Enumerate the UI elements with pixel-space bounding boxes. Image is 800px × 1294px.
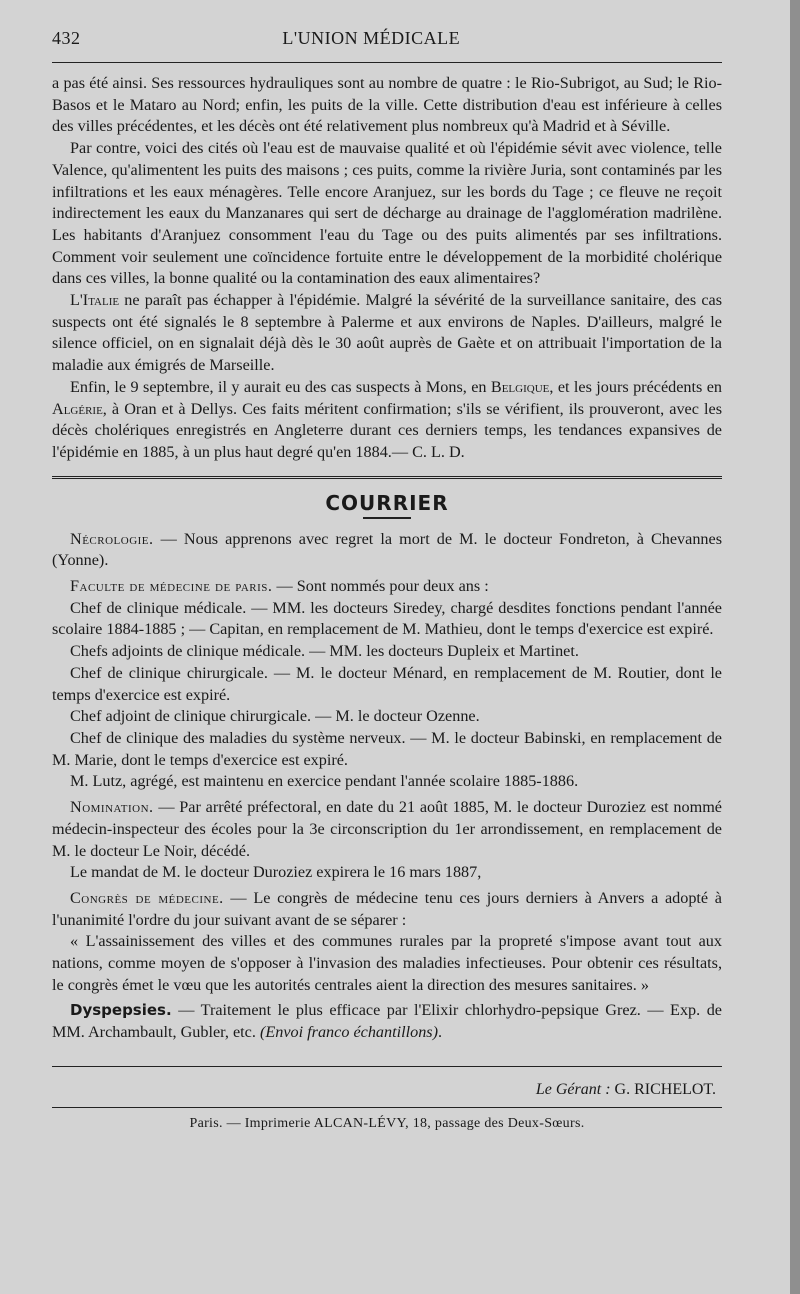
item-label: Congrès de médecine.	[70, 888, 224, 907]
gerant-line	[52, 1081, 722, 1099]
page-number: 432	[52, 28, 81, 48]
article-body	[52, 73, 722, 464]
header-rule	[52, 62, 722, 63]
news-item	[52, 529, 722, 572]
article-paragraph	[52, 377, 722, 464]
ad-italic-note: (Envoi franco échantillons)	[259, 1023, 438, 1042]
appointment-line: Chef adjoint de clinique chirurgicale. — M. le docteur Ozenne.	[70, 707, 480, 726]
appointment-line: Chef de clinique médicale. — MM. les docteurs Siredey, chargé desdites fonctions pendant l'année scolaire 1884-1885 ; — Capitan, en remplacement de M. Mathieu, dont le temps d'exercice est expiré.	[52, 598, 722, 639]
item-text: — Sont nommés pour deux ans :	[272, 577, 489, 596]
item-label: Faculte de médecine de paris.	[70, 577, 273, 596]
gerant-label: Le Gérant :	[535, 1080, 611, 1098]
footer-rule	[52, 1066, 722, 1067]
appointment-line: Chef de clinique des maladies du système nerveux. — M. le docteur Babinski, en remplacement de M. Marie, dont le temps d'exercice est expiré.	[52, 728, 722, 769]
article-paragraph: Par contre, voici des cités où l'eau est de mauvaise qualité et où l'épidémie sévit avec violence, telle Valence, qu'alimentent les puits des maisons ; ces puits, comme la rivière Juria, sont contaminés par les infiltrations et les eaux ménagères. Telle encore Aranjuez, sur les bords du Tage ; ce fleuve ne reçoit indirectement les eaux du Manzanares qui sert de décharge au drainage de l'agglomération madrilène. Les habitants d'Aranjuez consomment l'eau du Tage ou des puits alimentés par ses infiltrations. Comment voir seulement une coïncidence fortuite entre le développement de la morbidité cholérique dans ces villes, la bonne qualité ou la contamination des eaux alimentaires?	[52, 139, 722, 288]
paragraph-text: , à Oran et à Dellys. Ces faits méritent confirmation; s'ils se vérifient, ils prouveront, avec les décès cholériques enregistrés en Angleterre durant ces derniers temps, les tendances expansives de l'épidémie en 1885, à un plus haut degré qu'en 1884.— C. L. D.	[52, 399, 722, 461]
paragraph-text: ne paraît pas échapper à l'épidémie. Malgré la sévérité de la surveillance sanitaire, des cas suspects ont été signalés le 8 septembre à Palerme et aux environs de Naples. D'ailleurs, malgré le silence officiel, on en signalait déjà dès le 30 août auprès de Gaète et on attribuait l'importation de la maladie aux émigrés de Marseille.	[52, 291, 722, 375]
article-paragraph: a pas été ainsi. Ses ressources hydrauliques sont au nombre de quatre : le Rio-Subrigot, au Sud; le Rio-Basos et le Mataro au Nord; enfin, les puits de la ville. Cette distribution d'eau est inférieure à celles des villes précédentes, et les décès ont été relativement plus nombreux qu'à Madrid et à Séville.	[52, 74, 722, 136]
paragraph-text: , et les jours précédents en	[549, 377, 722, 396]
section-divider	[52, 476, 722, 479]
advertisement	[52, 1000, 722, 1043]
imprint-rule	[52, 1107, 722, 1108]
country-name: Algérie	[52, 399, 103, 418]
news-item	[52, 888, 722, 931]
page-edge-shadow	[790, 0, 800, 1294]
appointment-line: Chefs adjoints de clinique médicale. — MM. les docteurs Dupleix et Martinet.	[70, 642, 579, 661]
quoted-resolution: « L'assainissement des villes et des communes rurales par la propreté s'impose avant tout aux nations, comme moyen de s'opposer à l'invasion des maladies infectieuses. Pour obtenir ces résultats, le congrès émet le vœu que les autorités centrales aient la direction des mesures sanitaires. »	[52, 932, 722, 994]
item-text: — Nous apprenons avec regret la mort de M. le docteur Fondreton, à Chevannes (Yonne).	[52, 529, 722, 570]
news-item	[52, 576, 722, 598]
ad-label: Dyspepsies.	[70, 1001, 172, 1020]
heading-underline	[363, 517, 411, 519]
appointment-line: M. Lutz, agrégé, est maintenu en exercice pendant l'année scolaire 1885-1886.	[70, 772, 579, 791]
page-header	[52, 28, 722, 56]
news-item	[52, 797, 722, 862]
item-label: Nécrologie.	[70, 529, 154, 548]
country-name: L'Italie	[70, 291, 120, 310]
article-paragraph	[52, 290, 722, 377]
courrier-body	[52, 529, 722, 1044]
section-heading: COURRIER	[325, 490, 449, 515]
appointment-line: Chef de clinique chirurgicale. — M. le docteur Ménard, en remplacement de M. Routier, dont le temps d'exercice est expiré.	[52, 663, 722, 704]
item-text: — Le congrès de médecine tenu ces jours derniers à Anvers a adopté à l'unanimité l'ordre du jour suivant avant de se séparer :	[52, 888, 722, 929]
news-line: Le mandat de M. le docteur Duroziez expirera le 16 mars 1887,	[70, 863, 482, 882]
paragraph-text: Enfin, le 9 septembre, il y aurait eu des cas suspects à Mons, en	[70, 377, 491, 396]
gerant-name: G. RICHELOT.	[610, 1080, 716, 1098]
item-text: — Par arrêté préfectoral, en date du 21 août 1885, M. le docteur Duroziez est nommé médecin-inspecteur des écoles pour la 3e circonscription du 1er arrondissement, en remplacement de M. le docteur Le Noir, décédé.	[52, 798, 722, 860]
item-label: Nomination.	[70, 798, 154, 817]
ad-end: .	[437, 1023, 443, 1042]
journal-title: L'UNION MÉDICALE	[282, 28, 461, 48]
ad-text: — Traitement le plus efficace par l'Elixir chlorhydro-pepsique Grez. — Exp. de MM. Archambault, Gubler, etc.	[52, 1001, 722, 1042]
country-name: Belgique	[490, 377, 550, 396]
printer-imprint: Paris. — Imprimerie ALCAN-LÉVY, 18, passage des Deux-Sœurs.	[189, 1115, 585, 1131]
